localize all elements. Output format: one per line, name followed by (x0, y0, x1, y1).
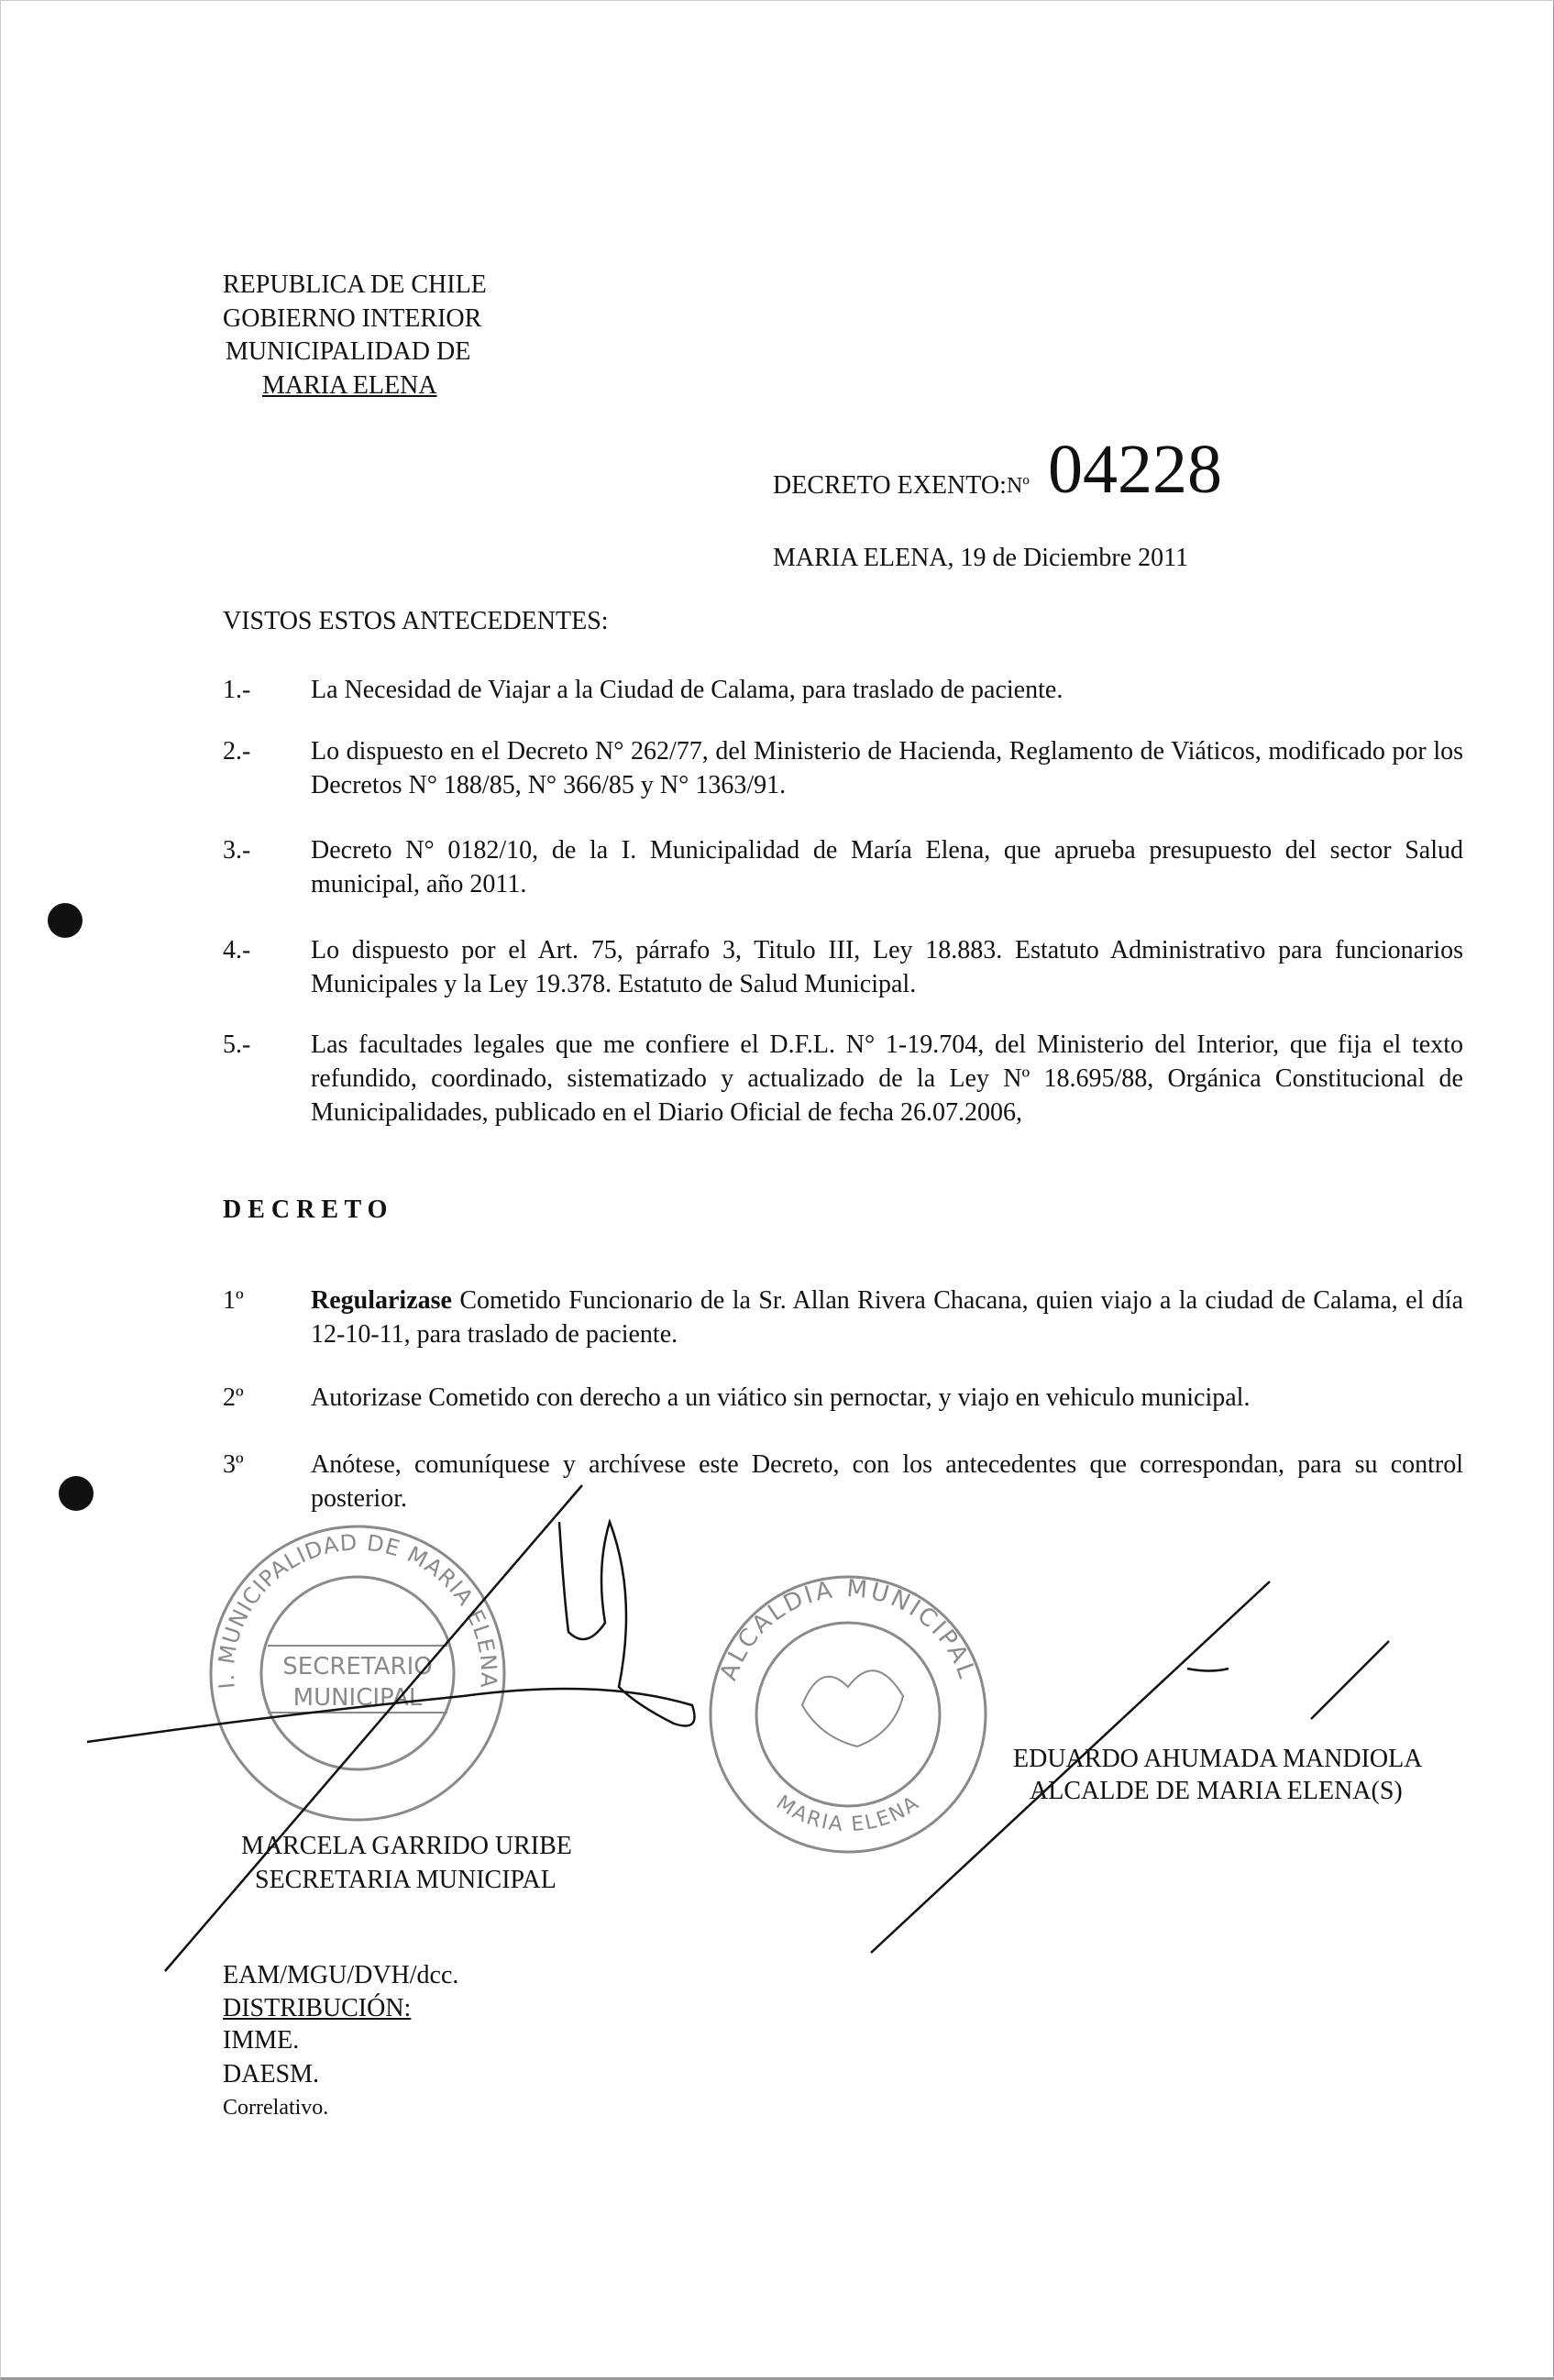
decreto-item-body: Cometido Funcionario de la Sr. Allan Rivera Chacana, quien viajo a la ciudad de Calama, el día 12-10-11, para traslado de paciente. (311, 1286, 1463, 1349)
vistos-item-number: 2.- (223, 737, 251, 766)
secretary-name: MARCELA GARRIDO URIBE (241, 1832, 572, 1860)
letterhead-ministry: GOBIERNO INTERIOR (223, 304, 482, 333)
secretary-title: SECRETARIA MUNICIPAL (255, 1866, 557, 1894)
vistos-item-text: La Necesidad de Viajar a la Ciudad de Calama, para traslado de paciente. (311, 676, 1064, 704)
svg-text:SECRETARIO: SECRETARIO (282, 1653, 433, 1680)
svg-text:I. MUNICIPALIDAD DE MARIA ELEN: I. MUNICIPALIDAD DE MARIA ELENA (213, 1529, 502, 1691)
punch-hole (59, 1476, 94, 1511)
decree-number-prefix: Nº (1007, 474, 1030, 498)
vistos-item-number: 5.- (223, 1030, 251, 1059)
vistos-item-number: 3.- (223, 836, 251, 865)
decreto-item-text: Anótese, comuníquese y archívese este Decreto, con los antecedentes que correspondan, para su control posterior. (311, 1450, 1463, 1513)
distribution-label: DISTRIBUCIÓN: (223, 1994, 412, 2022)
decreto-heading: D E C R E T O (223, 1196, 388, 1224)
decree-label: DECRETO EXENTO: (773, 471, 1007, 500)
vistos-item-text: Las facultades legales que me confiere el D.F.L. N° 1-19.704, del Ministerio del Interior, que fija el texto refundido, coordinado, sistematizado y actualizado de la Ley Nº 18.695/88, Orgánica Constitucional de Municipalidades, publicado en el Diario Oficial de fecha 26.07.2006, (311, 1030, 1463, 1127)
svg-text:MARIA ELENA: MARIA ELENA (771, 1791, 925, 1837)
punch-hole (48, 903, 83, 938)
decreto-item-keyword: Regularizase (311, 1286, 452, 1315)
place-date: MARIA ELENA, 19 de Diciembre 2011 (773, 544, 1189, 572)
svg-text:MUNICIPAL: MUNICIPAL (292, 1684, 423, 1712)
decreto-item-number: 1º (223, 1286, 244, 1315)
svg-text:ALCALDIA MUNICIPAL: ALCALDIA MUNICIPAL (714, 1575, 982, 1685)
mayor-name: EDUARDO AHUMADA MANDIOLA (1013, 1745, 1423, 1773)
mayor-title: ALCALDE DE MARIA ELENA(S) (1030, 1777, 1403, 1805)
decreto-item-text (311, 1284, 1463, 1351)
vistos-item-number: 1.- (223, 676, 251, 704)
vistos-item-text: Lo dispuesto por el Art. 75, párrafo 3, Titulo III, Ley 18.883. Estatuto Administrativo para funcionarios Municipales y la Ley 19.378. Estatuto de Salud Municipal. (311, 936, 1463, 998)
initials: EAM/MGU/DVH/dcc. (223, 1961, 459, 1989)
decree-number: 04228 (1048, 431, 1222, 508)
vistos-item-text: Lo dispuesto en el Decreto N° 262/77, del Ministerio de Hacienda, Reglamento de Viáticos, modificado por los Decretos N° 188/85, N° 366/85 y N° 1363/91. (311, 737, 1463, 799)
vistos-item-text: Decreto N° 0182/10, de la I. Municipalidad de María Elena, que aprueba presupuesto del sector Salud municipal, año 2011. (311, 836, 1463, 898)
vistos-heading: VISTOS ESTOS ANTECEDENTES: (223, 607, 609, 635)
decreto-item-text: Autorizase Cometido con derecho a un viático sin pernoctar, y viajo en vehiculo municipal. (311, 1383, 1251, 1412)
letterhead-municipality: MUNICIPALIDAD DE (226, 337, 471, 366)
vistos-item-number: 4.- (223, 936, 251, 964)
decreto-item-number: 3º (223, 1450, 244, 1479)
letterhead-city: MARIA ELENA (262, 371, 437, 400)
distribution-item: Correlativo. (223, 2096, 329, 2120)
letterhead-country: REPUBLICA DE CHILE (223, 270, 487, 299)
decreto-item-number: 2º (223, 1383, 244, 1412)
distribution-item: DAESM. (223, 2060, 320, 2088)
distribution-item: IMME. (223, 2026, 300, 2055)
